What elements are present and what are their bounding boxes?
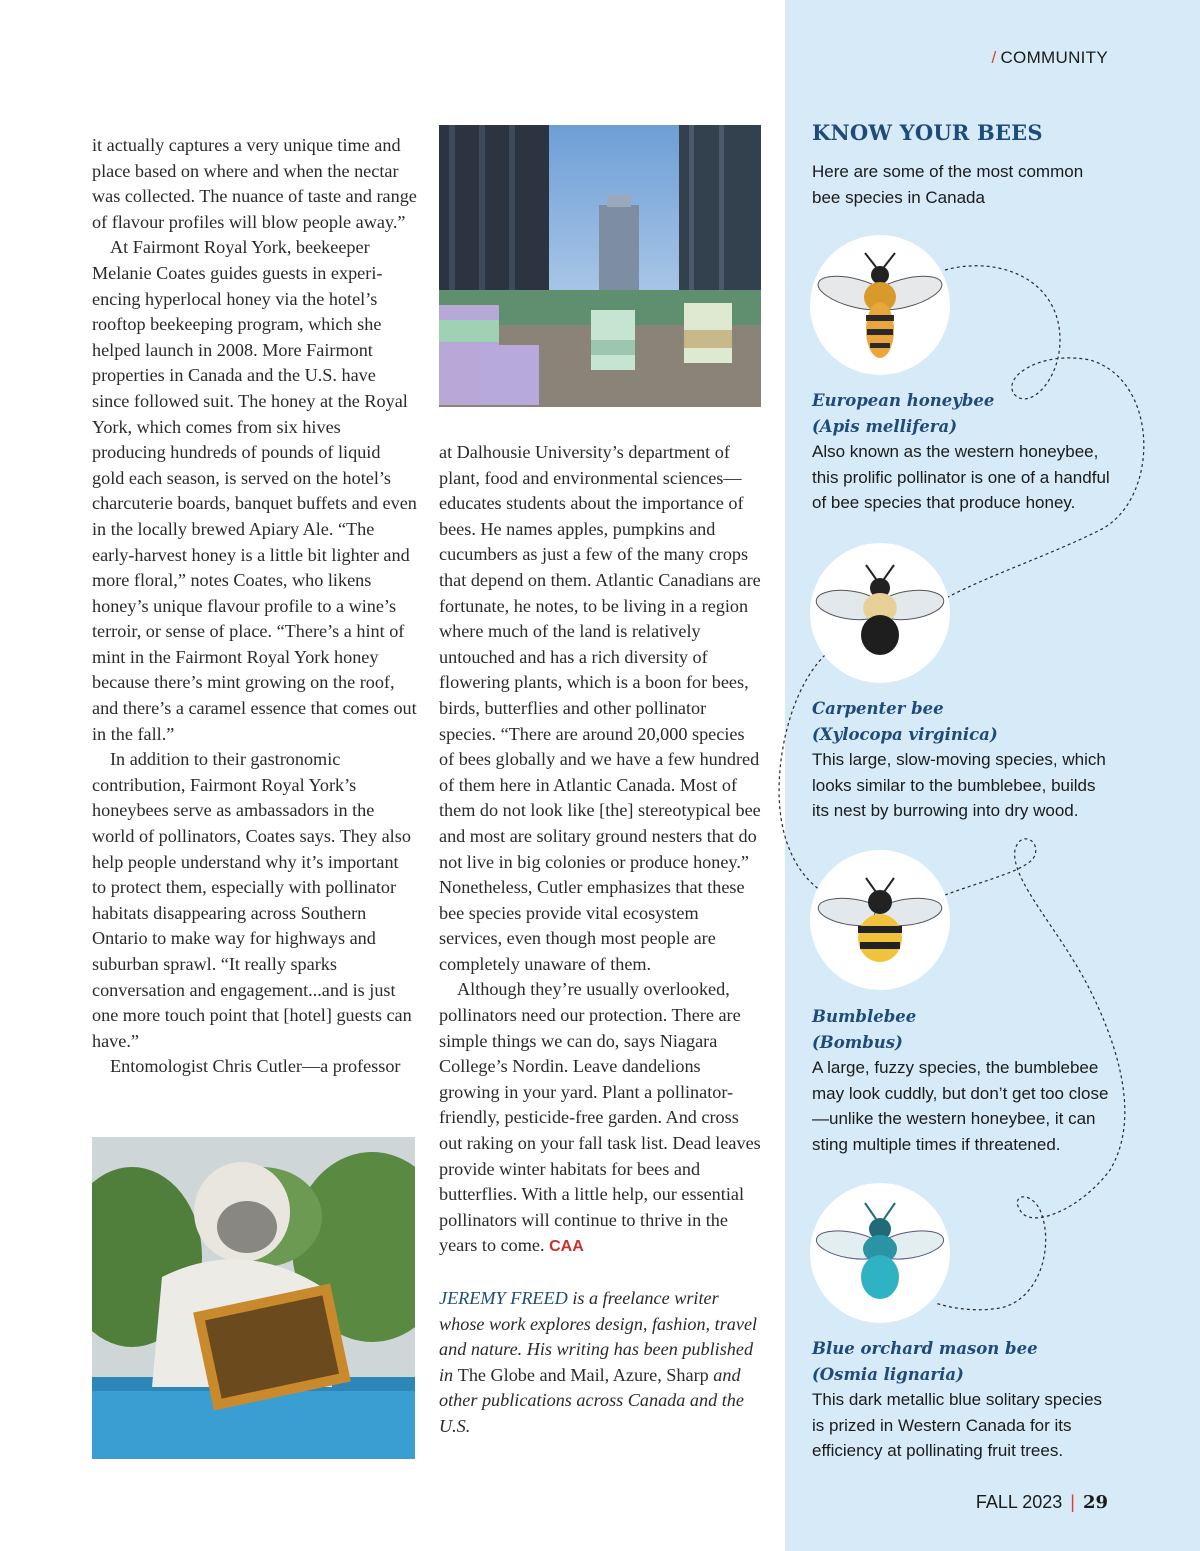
bee-latin-name: (Xylocopa virginica) (812, 724, 998, 744)
bee-latin-name: (Osmia lignaria) (812, 1364, 964, 1384)
bee-description: This large, slow-moving species, which looks similar to the bumblebee, builds its nest by burrowing into dry wood. (812, 750, 1106, 821)
bee-common-name: Blue orchard mason bee (812, 1339, 1038, 1358)
bee-entry-mason-bee (812, 1336, 1112, 1464)
author-bio: JEREMY FREED is a freelance writer whose work explores design, fashion, travel and nature. His writing has been published in The Globe and Mail, Azure, Sharp and other publications across Canada and the U.S. (439, 1288, 758, 1436)
bee-entry-bumblebee (812, 1004, 1112, 1158)
bee-common-name: Carpenter bee (812, 699, 944, 718)
paragraph: at Dalhousie University’s department of plant, food and environmental sciences—educates students about the importance of bees. He names apples, pumpkins and cucumbers as just a few of the many crops that depend on them. Atlantic Canadians are fortunate, he notes, to be living in a region where much of the land is relatively untouched and has a rich diversity of flowering plants, which is a boon for bees, birds, butterflies and other pollinator species. “There are around 20,000 species of bees globally and we have a few hundred of them here in Atlantic Canada. Most of them do not look like [the] stereotypical bee and most are solitary ground nesters that do not live in big colonies or produce honey.” Nonetheless, Cutler emphasizes that these bee species provide vital ecosystem services, even though most people are completely unaware of them. (439, 442, 761, 974)
paragraph-text: Although they’re usually overlooked, pollinators need our protection. There are simple things we can do, says Niagara College’s Nordin. Leave dandelions growing in your yard. Plant a pollinator-friendly, pesticide-free garden. And cross out raking on your fall task list. Dead leaves provide winter habitats for bees and butterflies. With a little help, our essential pollinators will continue to thrive in the years to come. (439, 979, 761, 1256)
bee-latin-name: (Apis mellifera) (812, 416, 957, 436)
publication-names: The Globe and Mail, Azure, Sharp (457, 1364, 709, 1385)
paragraph: it actually captures a very unique time and place based on where and when the nectar was collected. The nuance of taste and range of flavour profiles will blow people away.” (92, 135, 417, 232)
mason-bee-icon (810, 1183, 950, 1323)
page-footer: FALL 2023 | 29 (975, 1492, 1108, 1513)
honeybee-icon (810, 235, 950, 375)
end-mark: CAA (549, 1238, 584, 1256)
bee-entry-honeybee (812, 388, 1112, 516)
bee-latin-name: (Bombus) (812, 1032, 903, 1052)
sidebar-title: KNOW YOUR BEES (812, 120, 1043, 145)
carpenter-bee-icon (810, 543, 950, 683)
bumblebee-icon (810, 850, 950, 990)
bee-common-name: Bumblebee (812, 1007, 917, 1026)
bee-description: Also known as the western honeybee, this prolific pollinator is one of a handful of bee species that produce honey. (812, 442, 1110, 513)
page-number: 29 (1082, 1492, 1108, 1513)
paragraph: At Fairmont Royal York, beekeeper Melanie Coates guides guests in experiencing hyperlocal honey via the hotel’s rooftop beekeeping program, which she helped launch in 2008. More Fairmont properties in Canada and the U.S. have since followed suit. The honey at the Royal York, which comes from six hives producing hundreds of pounds of liquid gold each season, is served on the hotel’s charcuterie boards, banquet buffets and even in the locally brewed Apiary Ale. “The early-harvest honey is a little bit lighter and more floral,” notes Coates, who likens honey’s unique flavour profile to a wine’s terroir, or sense of place. “There’s a hint of mint in the Fairmont Royal York honey because there’s mint growing on the roof, and there’s a caramel essence that comes out in the fall.” (92, 237, 417, 744)
issue-label: FALL 2023 (975, 1492, 1063, 1512)
bee-description: This dark metallic blue solitary species is prized in Western Canada for its efficiency at pollinating fruit trees. (812, 1390, 1103, 1461)
author-name: JEREMY FREED (439, 1288, 568, 1308)
section-label: / COMMUNITY (991, 48, 1108, 67)
section-name: COMMUNITY (1000, 48, 1108, 67)
sidebar-intro: Here are some of the most common bee species in Canada (812, 162, 1084, 207)
paragraph: In addition to their gastronomic contribution, Fairmont Royal York’s honeybees serve as ambassadors in the world of pollinators, Coates says. They also help people understand why it’s important to protect them, especially with pollinator habitats disappearing across Southern Ontario to make way for highways and suburban sprawl. “It really sparks conversation and engagement...and is just one more touch point that [hotel] guests can have.” (92, 749, 412, 1051)
paragraph: Entomologist Chris Cutler—a professor (110, 1056, 401, 1077)
bee-entry-carpenter-bee (812, 696, 1112, 824)
bee-description: A large, fuzzy species, the bumblebee may look cuddly, but don’t get too close—unlike the western honeybee, it can sting multiple times if threatened. (812, 1058, 1109, 1154)
bee-common-name: European honeybee (812, 391, 995, 410)
